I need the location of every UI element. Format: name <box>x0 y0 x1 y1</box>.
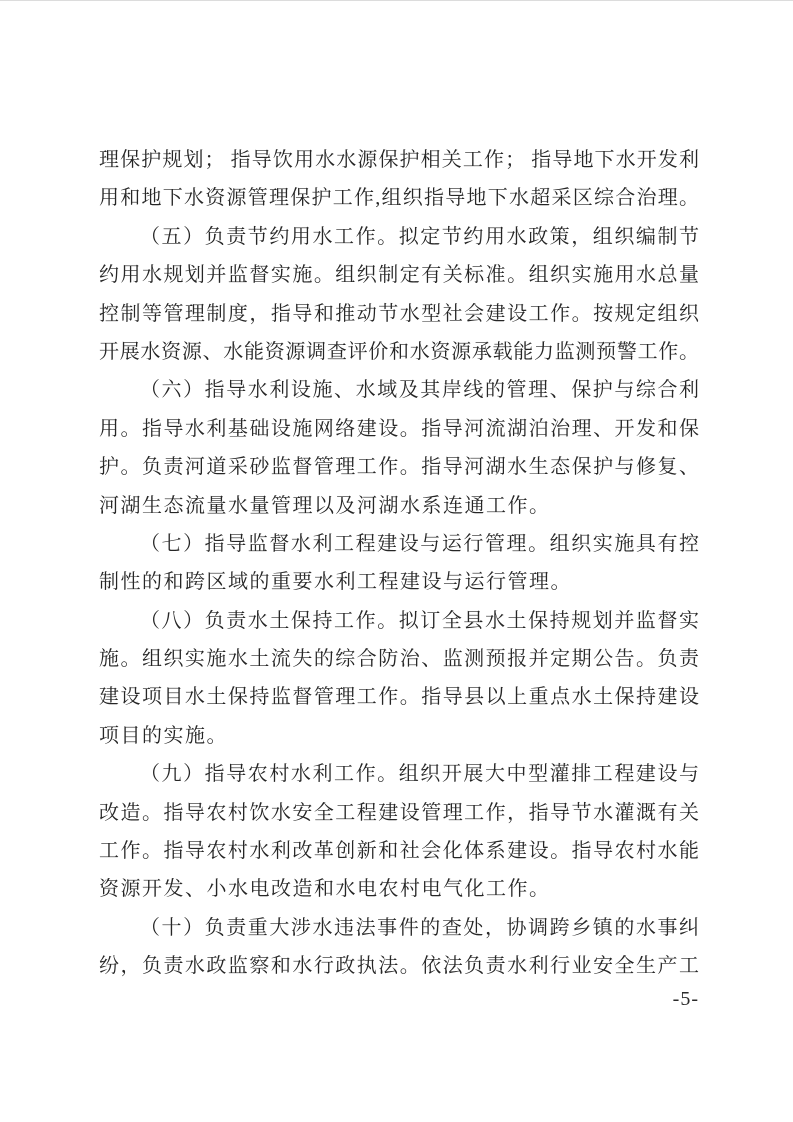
text-line: （五）负责节约用水工作。拟定节约用水政策，组织编制节 <box>140 225 699 248</box>
text-line: 用和地下水资源管理保护工作,组织指导地下水超采区综合治理。 <box>99 187 699 210</box>
text-line: （九）指导农村水利工作。组织开展大中型灌排工程建设与 <box>140 763 699 786</box>
text-line: 建设项目水土保持监督管理工作。指导县以上重点水土保持建设 <box>99 686 699 709</box>
document-body <box>99 141 699 986</box>
text-line: （七）指导监督水利工程建设与运行管理。组织实施具有控 <box>140 532 699 555</box>
scan-edge-line <box>0 0 793 1</box>
text-line: （八）负责水土保持工作。拟订全县水土保持规划并监督实 <box>140 609 699 632</box>
text-line: 控制等管理制度，指导和推动节水型社会建设工作。按规定组织 <box>99 302 699 325</box>
page-number: -5- <box>672 988 699 1010</box>
text-line: 项目的实施。 <box>99 724 228 747</box>
text-line: （十）负责重大涉水违法事件的查处，协调跨乡镇的水事纠 <box>140 916 699 939</box>
text-line: 资源开发、小水电改造和水电农村电气化工作。 <box>99 878 551 901</box>
text-line: 河湖生态流量水量管理以及河湖水系连通工作。 <box>99 494 551 517</box>
text-line: 制性的和跨区域的重要水利工程建设与运行管理。 <box>99 571 572 594</box>
text-line: （六）指导水利设施、水域及其岸线的管理、保护与综合利 <box>140 379 699 402</box>
text-line: 用。指导水利基础设施网络建设。指导河流湖泊治理、开发和保 <box>99 417 699 440</box>
text-line: 改造。指导农村饮水安全工程建设管理工作，指导节水灌溉有关 <box>99 801 699 824</box>
text-line: 施。组织实施水土流失的综合防治、监测预报并定期公告。负责 <box>99 648 699 671</box>
text-line: 护。负责河道采砂监督管理工作。指导河湖水生态保护与修复、 <box>99 456 699 479</box>
text-line: 工作。指导农村水利改革创新和社会化体系建设。指导农村水能 <box>99 840 699 863</box>
text-line: 开展水资源、水能资源调查评价和水资源承载能力监测预警工作。 <box>99 340 699 363</box>
text-line: 约用水规划并监督实施。组织制定有关标准。组织实施用水总量 <box>99 264 699 287</box>
text-line: 理保护规划； 指导饮用水水源保护相关工作； 指导地下水开发利 <box>99 149 699 171</box>
text-line: 纷，负责水政监察和水行政执法。依法负责水利行业安全生产工 <box>99 955 699 978</box>
